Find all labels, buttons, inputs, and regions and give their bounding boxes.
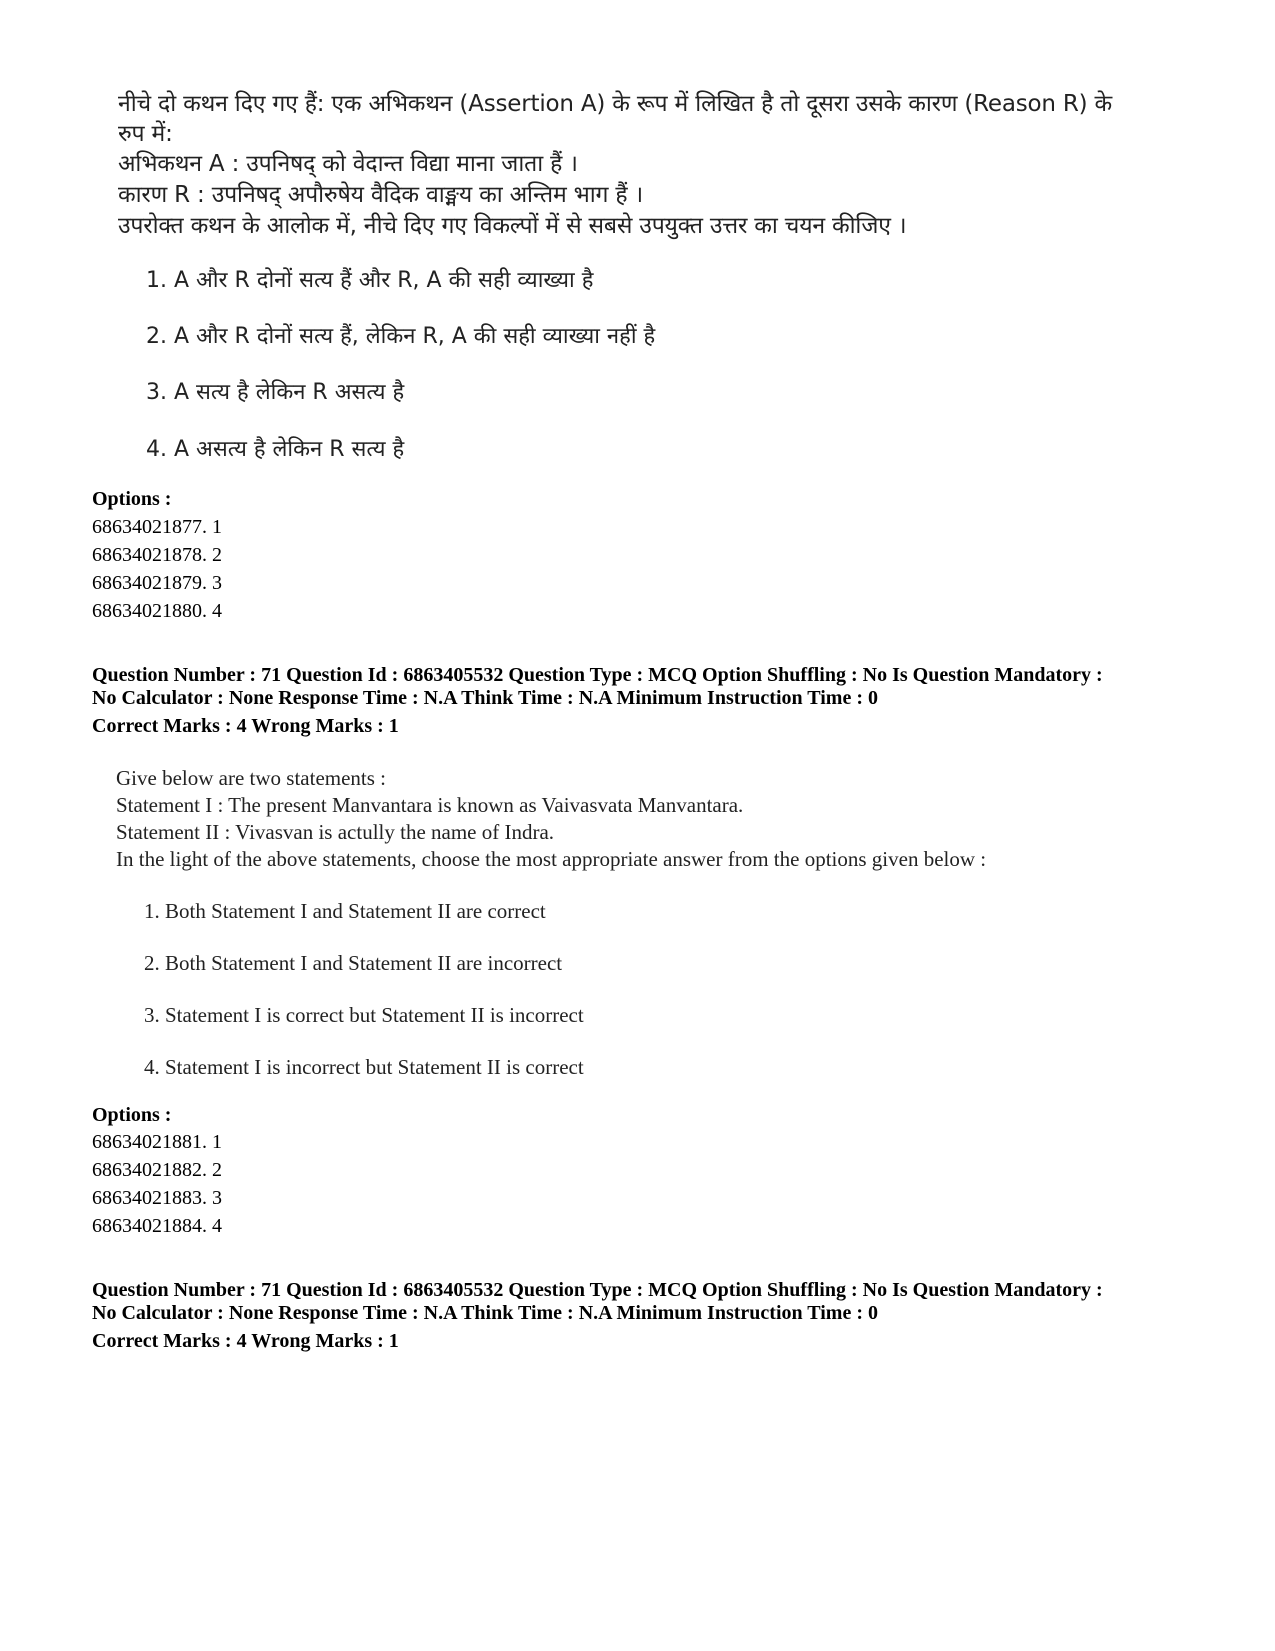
hindi-choice-2: 2. A और R दोनों सत्य हैं, लेकिन R, A की सही व्याख्या नहीं है <box>146 324 656 349</box>
english-instruction-line: In the light of the above statements, choose the most appropriate answer from the options given below : <box>116 847 987 871</box>
question-marks-line: Correct Marks : 4 Wrong Marks : 1 <box>92 1330 399 1352</box>
option-id-1: 68634021881. 1 <box>92 1131 222 1153</box>
hindi-choice-4: 4. A असत्य है लेकिन R सत्य है <box>146 437 405 462</box>
option-id-4: 68634021880. 4 <box>92 600 222 622</box>
hindi-question-line-2: रुप में: <box>118 121 173 147</box>
english-choice-4: 4. Statement I is incorrect but Statement II is correct <box>144 1055 584 1079</box>
question-meta-line-1: Question Number : 71 Question Id : 6863405532 Question Type : MCQ Option Shuffling : No Is Question Mandatory : <box>92 664 1103 686</box>
option-id-3: 68634021883. 3 <box>92 1187 222 1209</box>
option-id-2: 68634021882. 2 <box>92 1159 222 1181</box>
english-choice-1: 1. Both Statement I and Statement II are correct <box>144 899 546 923</box>
question-meta-line-2: No Calculator : None Response Time : N.A Think Time : N.A Minimum Instruction Time : 0 <box>92 687 878 709</box>
option-id-4: 68634021884. 4 <box>92 1215 222 1237</box>
english-statement-2: Statement II : Vivasvan is actully the name of Indra. <box>116 820 555 844</box>
english-choice-3: 3. Statement I is correct but Statement II is incorrect <box>144 1003 584 1027</box>
question-meta-line-2: No Calculator : None Response Time : N.A Think Time : N.A Minimum Instruction Time : 0 <box>92 1302 878 1324</box>
hindi-choice-1: 1. A और R दोनों सत्य हैं और R, A की सही व्याख्या है <box>146 268 594 293</box>
options-label: Options : <box>92 488 172 510</box>
english-statement-1: Statement I : The present Manvantara is known as Vaivasvata Manvantara. <box>116 793 744 817</box>
hindi-instruction-line: उपरोक्त कथन के आलोक में, नीचे दिए गए विकल्पों में से सबसे उपयुक्त उत्तर का चयन कीजिए । <box>118 213 907 239</box>
english-choice-2: 2. Both Statement I and Statement II are incorrect <box>144 951 563 975</box>
hindi-reason-line: कारण R : उपनिषद् अपौरुषेय वैदिक वाङ्मय का अन्तिम भाग हैं । <box>118 182 644 208</box>
options-label: Options : <box>92 1104 172 1126</box>
option-id-1: 68634021877. 1 <box>92 516 222 538</box>
hindi-assertion-line: अभिकथन A : उपनिषद् को वेदान्त विद्या माना जाता हैं । <box>118 151 578 177</box>
english-question-line-1: Give below are two statements : <box>116 766 387 790</box>
option-id-3: 68634021879. 3 <box>92 572 222 594</box>
question-meta-line-1: Question Number : 71 Question Id : 6863405532 Question Type : MCQ Option Shuffling : No Is Question Mandatory : <box>92 1279 1103 1301</box>
hindi-question-line-1: नीचे दो कथन दिए गए हैं: एक अभिकथन (Assertion A) के रूप में लिखित है तो दूसरा उसके कारण (Reason R) के <box>118 91 1113 117</box>
option-id-2: 68634021878. 2 <box>92 544 222 566</box>
hindi-choice-3: 3. A सत्य है लेकिन R असत्य है <box>146 380 405 405</box>
question-marks-line: Correct Marks : 4 Wrong Marks : 1 <box>92 715 399 737</box>
